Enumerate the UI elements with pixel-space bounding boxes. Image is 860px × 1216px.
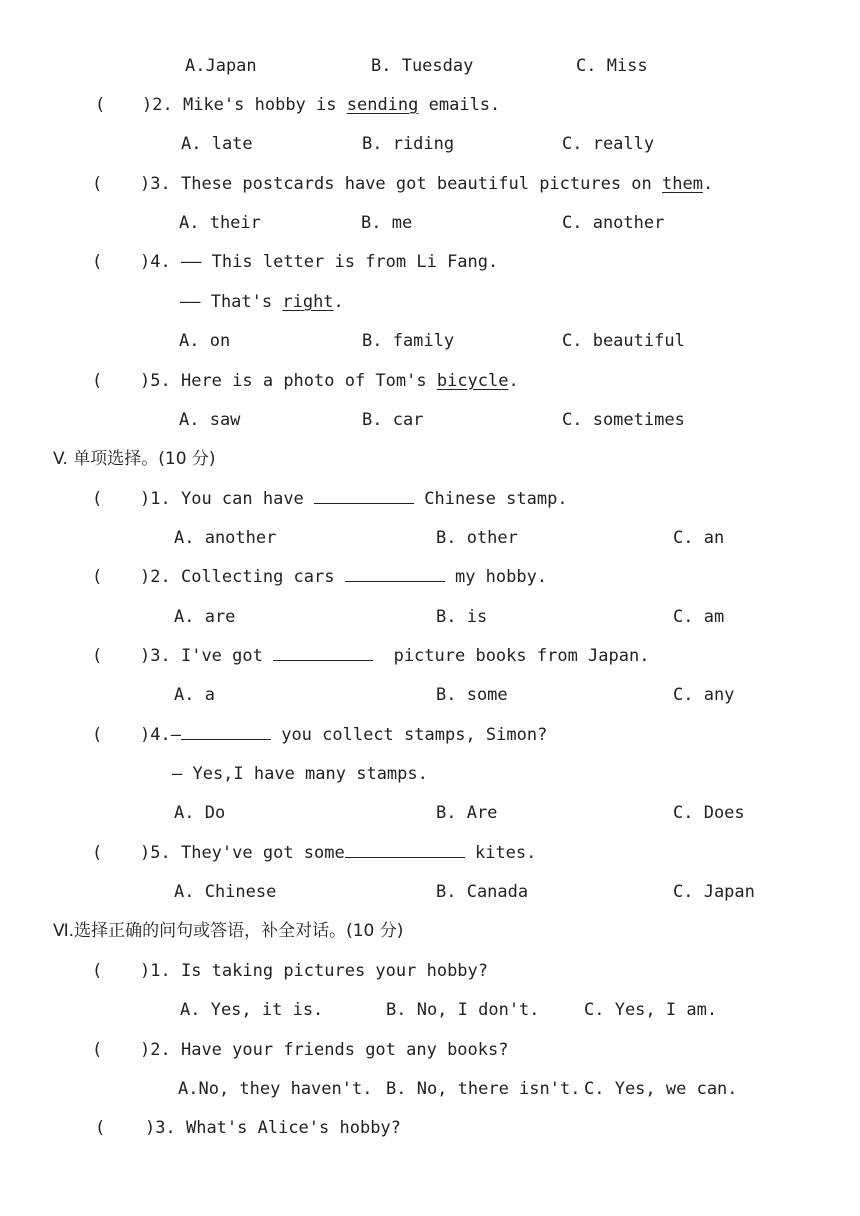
answer-paren[interactable]: ( [92, 567, 103, 587]
option-a: A.No, they haven't. [178, 1079, 373, 1099]
option-c: C. beautiful [562, 331, 685, 351]
answer-paren[interactable]: ( [92, 961, 103, 981]
option-c: C. Does [673, 803, 745, 823]
answer-paren[interactable]: ( [92, 371, 103, 391]
option-b: B. Canada [436, 882, 529, 902]
option-b: B. me [361, 213, 413, 233]
option-b: B. is [436, 607, 488, 627]
blank-line[interactable] [345, 843, 465, 858]
answer-paren[interactable]: ( [92, 646, 103, 666]
option-a: A. are [174, 607, 236, 627]
option-a: A. Do [174, 803, 226, 823]
question-3: )3. I've got picture books from Japan. [140, 646, 650, 666]
answer-paren[interactable]: ( [92, 252, 103, 272]
option-b: B. No, there isn't. [386, 1079, 581, 1099]
question-4-reply: — Yes,I have many stamps. [172, 764, 428, 784]
option-a: A. their [179, 213, 261, 233]
option-b: B. Are [436, 803, 498, 823]
option-c: C. Yes, I am. [584, 1000, 718, 1020]
answer-paren[interactable]: ( [92, 725, 103, 745]
answer-paren[interactable]: ( [92, 843, 103, 863]
option-a: A. Yes, it is. [180, 1000, 324, 1020]
question-3: )3. These postcards have got beautiful pictures on them. [140, 174, 714, 194]
option-b: B. riding [362, 134, 455, 154]
option-a: A.Japan [185, 56, 257, 76]
question-5: )5. Here is a photo of Tom's bicycle. [140, 371, 519, 391]
option-c: C. any [673, 685, 735, 705]
question-2: )2. Have your friends got any books? [140, 1040, 509, 1060]
question-2: )2. Collecting cars my hobby. [140, 567, 548, 587]
blank-line[interactable] [345, 567, 445, 582]
option-b: B. No, I don't. [386, 1000, 540, 1020]
option-c: C. am [673, 607, 725, 627]
section-title: V. 单项选择。(10 分) [53, 449, 216, 469]
question-4: )4. —— This letter is from Li Fang. [140, 252, 499, 272]
option-b: B. Tuesday [371, 56, 474, 76]
question-2: )2. Mike's hobby is sending emails. [142, 95, 501, 115]
question-1: )1. You can have Chinese stamp. [140, 489, 568, 509]
option-a: A. another [174, 528, 277, 548]
option-a: A. saw [179, 410, 241, 430]
question-1: )1. Is taking pictures your hobby? [140, 961, 489, 981]
option-c: C. an [673, 528, 725, 548]
question-3: )3. What's Alice's hobby? [145, 1118, 401, 1138]
option-c: C. Miss [576, 56, 648, 76]
answer-paren[interactable]: ( [92, 489, 103, 509]
option-b: B. other [436, 528, 518, 548]
option-c: C. sometimes [562, 410, 685, 430]
option-a: A. late [181, 134, 253, 154]
blank-line[interactable] [273, 646, 373, 661]
option-c: C. really [562, 134, 655, 154]
option-b: B. some [436, 685, 508, 705]
answer-paren[interactable]: ( [95, 95, 106, 115]
question-4-reply: —— That's right. [180, 292, 344, 312]
option-b: B. family [362, 331, 455, 351]
option-a: A. Chinese [174, 882, 277, 902]
answer-paren[interactable]: ( [92, 1040, 103, 1060]
blank-line[interactable] [181, 725, 271, 740]
answer-paren[interactable]: ( [92, 174, 103, 194]
option-c: C. Yes, we can. [584, 1079, 738, 1099]
question-4: )4.— you collect stamps, Simon? [140, 725, 548, 745]
option-c: C. Japan [673, 882, 755, 902]
section-title: Ⅵ.选择正确的问句或答语，补全对话。(10 分) [53, 921, 404, 941]
option-c: C. another [562, 213, 665, 233]
option-a: A. on [179, 331, 231, 351]
answer-paren[interactable]: ( [95, 1118, 106, 1138]
blank-line[interactable] [314, 489, 414, 504]
option-b: B. car [362, 410, 424, 430]
option-a: A. a [174, 685, 215, 705]
question-5: )5. They've got some kites. [140, 843, 537, 863]
